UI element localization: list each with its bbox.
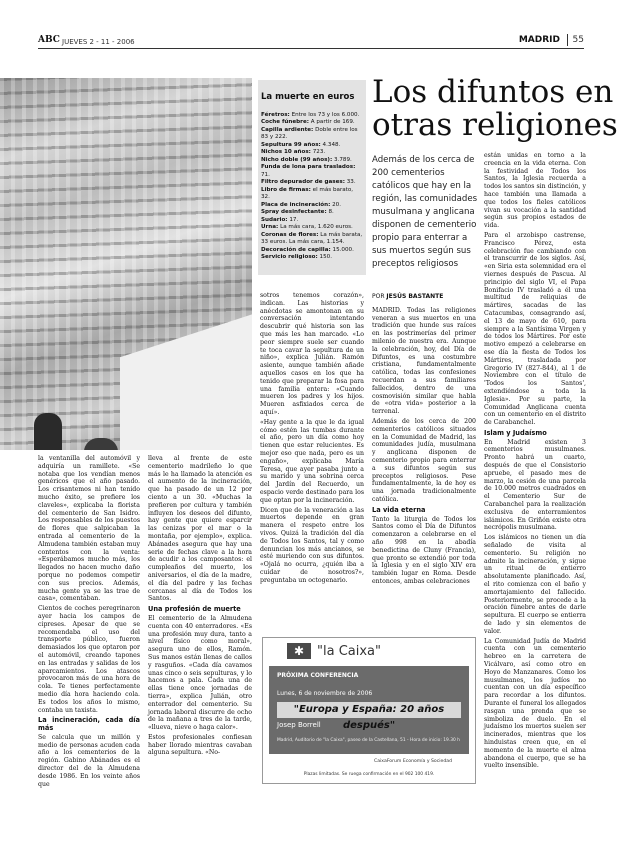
ad-next-conference: PRÓXIMA CONFERENCIA <box>277 672 359 679</box>
article-paragraph: Para el arzobispo castrense, Francisco Pérez, esta celebración fue cambiando con el transcurrir de los siglos. Así, «en Siria esta solemnidad era el viernes después de Pascua. Al principio del siglo VI, el Papa Bonifacio IV trasladó a él una multitud de reliquias de mártires, sacadas de las Catacumbas, consagrando así, el 13 de mayo de 610, para siempre a la Santísima Virgen y de todos los Mártires. Por este motivo empezó a celebrarse en ese día la fiesta de Todos los Mártires, trasladada por Gregorio IV (827-844), al 1 de Noviembre con el título de 'Todos los Santos', extendiéndose a toda la Iglesia». Por su parte, la Comunidad Anglicana cuenta con un cementerio en el distrito de Carabanchel. <box>484 231 586 427</box>
cost-item-label: Decoración de capilla: <box>261 246 331 253</box>
ad-date: Lunes, 6 de noviembre de 2006 <box>277 690 373 697</box>
cost-sidebar-title: La muerte en euros <box>261 92 355 102</box>
cost-item <box>261 254 363 262</box>
cost-item-value: 8. <box>326 209 334 215</box>
photo-person-left <box>34 413 62 450</box>
article-subheading: Islam y Judaísmo <box>484 428 547 437</box>
article-paragraph: Tanto la liturgia de Todos los Santos como el Día de Difuntos comenzaron a celebrarse en el año 998 en la abadía benedictina de Cluny (Francia), que pronto se extendió por toda la Iglesia y en el siglo XIV era también lugar en Roma. Desde entonces, ambas celebraciones <box>372 515 476 585</box>
ad-banner <box>269 666 469 754</box>
star-icon: ✱ <box>287 643 311 659</box>
cost-item <box>261 224 363 232</box>
cost-item <box>261 119 363 127</box>
cost-item-label: Funda de lona para traslados: <box>261 164 356 170</box>
cost-item-label: Coronas de flores: <box>261 231 319 238</box>
cost-item-label: Féretros: <box>261 111 290 118</box>
cost-item-label: Filtro depurador de gases: <box>261 179 345 185</box>
article-subheading: Una profesión de muerte <box>148 605 241 614</box>
cost-item-label: Spray desinfectante: <box>261 209 327 215</box>
article-paragraph: Se calcula que un millón y medio de personas acuden cada año a los cementerios de la región. Gabino Abánades es el director del de la Almudena desde 1986. En los veinte años que <box>38 733 140 788</box>
cost-item-value: 150. <box>317 254 332 260</box>
cost-item <box>261 217 363 225</box>
ad-location: Madrid, Auditorio de "la Caixa", paseo de la Castellana, 51 - Hora de inicio: 19.30 h <box>277 738 460 743</box>
article-column-5 <box>484 152 586 772</box>
cost-item-label: Nicho doble (99 años): <box>261 156 333 163</box>
cost-item-value: 71. <box>261 171 270 178</box>
header-divider <box>567 34 568 46</box>
cost-item-value: 3.789. <box>332 156 352 163</box>
cost-item-value: 4.348. <box>320 141 341 148</box>
article-column-1 <box>38 455 140 790</box>
article-paragraph: Los islámicos no tienen un día señalado de visita al cementerio. Su religión no admite la incineración, y sigue un ritual de entierro absolutamente planificado. Así, el rito comienza con el baño y amortajamiento del fallecido. Posteriormente, se procede a la oración fúnebre antes de darle sepultura. El cuerpo se entierra de lado y sin elementos de valor. <box>484 534 586 635</box>
cost-list <box>261 112 363 262</box>
cost-item <box>261 127 363 142</box>
article-subheading: La incineración, cada día más <box>38 716 140 733</box>
article-paragraph: lleva al frente de este cementerio madrileño lo que más le ha llamado la atención es el aumento de la incineración, que ha pasado de un 12 por ciento a un 30. «Muchas la prefieren por cultura y también influyen los deseos del difunto, hay gente que quiere esparcir las cenizas por el mar o la montaña, por ejemplo», explica. Abánades asegura que hay una serie de fechas clave a la hora de acudir a los camposantos: el cumpleaños del muerto, los aniversarios, el día de la madre, el día del padre y las fechas cercanas al día de Todos los Santos. <box>148 455 252 603</box>
headline-line-1: Los difuntos en <box>372 74 614 110</box>
article-paragraph: Dicen que de la veneración a las muertos depende en gran manera el respeto entre los vivos. Quizá la tradición del día de Todos los Santos, tal y como denuncian los más ancianos, se esté muriendo con sus difuntos. «Ojalá no ocurra, ¿quién iba a cuidar de nosotros?», preguntaba un octogenario. <box>260 506 364 584</box>
ad-footer: Plazas limitadas. Se ruega confirmación en el 902 100 419. <box>303 772 435 777</box>
ad-organizer: CaixaForum Economía y Sociedad <box>373 759 453 764</box>
cost-sidebar <box>258 80 366 275</box>
byline-author: JESÚS BASTANTE <box>386 293 444 300</box>
headline <box>372 74 618 143</box>
cost-item <box>261 164 363 179</box>
issue-date: JUEVES 2 - 11 - 2006 <box>62 38 135 46</box>
cost-item <box>261 149 363 157</box>
section-name: MADRID <box>518 35 560 45</box>
article-paragraph: la ventanilla del automóvil y adquiría un ramillete. «Se notaba que los vendían menos genéricos que el año pasado. Los crisantemos ni han tenido mucho éxito, se prefiere los claveles», explicaba la florista del cementerio de San Isidro. Los responsables de los puestos de flores que salpicaban la entrada al cementerio de la Almudena también estaban muy contentos con la venta: «Esperábamos mucho más, los llegados no hacen mucho daño porque no podemos competir con sus precios. Además, mucha gente ya se las trae de casa», comentaban. <box>38 455 140 603</box>
advertisement[interactable] <box>262 637 476 784</box>
cost-item-value: La más barata, 33 euros. La más cara, 1.154. <box>261 231 363 245</box>
article-paragraph: Además de los cerca de 200 cementerios católicos situados en la Comunidad de Madrid, las comunidades judía, musulmana y anglicana disponen de cementerio propio para enterrar a sus difuntos según sus preceptos religiosos. Pese fundamentalmente, la de hoy es una jornada tradicionalmente católica. <box>372 417 476 503</box>
cost-item <box>261 157 363 165</box>
ad-title: "Europa y España: 20 años después" <box>277 702 461 718</box>
ad-speaker: Josep Borrell <box>277 721 321 729</box>
cost-item-value: 15.000. <box>330 246 354 253</box>
ad-logo: "la Caixa" <box>317 644 381 659</box>
article-paragraph: MADRID. Todas las religiones veneran a sus muertos en una tradición que hunde sus raíces en las postrimerías del primer milenio de nuestra era. Aunque la celebración, hoy, del Día de Difuntos, es una costumbre cristiana, fundamentalmente católica, todas las confesiones recuerdan a sus familiares fallecidos, dentro de una cosmovisión similar que habla de «otra vida» posterior a la terrenal. <box>372 306 476 416</box>
cost-item-label: Sepultura 99 años: <box>261 141 321 148</box>
cost-item-value: el más barato, 32. <box>261 186 354 200</box>
cost-item <box>261 112 363 120</box>
cost-item <box>261 247 363 255</box>
article-paragraph: En Madrid existen 3 cementerios musulmanes. Pronto habrá un cuarto, después de que el Consistorio apruebe, el pasado mes de marzo, la cesión de una parcela de 10.000 metros cuadrados en el Cementerio Sur de Carabanchel para la realización exclusiva de enterramientos islámicos. En Griñón existe otra necrópolis musulmana. <box>484 438 586 532</box>
byline <box>372 293 476 301</box>
article-column-4-body <box>372 307 476 586</box>
article-subheading: La vida eterna <box>372 505 426 514</box>
page-number: 55 <box>572 35 584 45</box>
cost-item-label: Sudario: <box>261 216 288 223</box>
brand-logo: ABC <box>38 35 60 45</box>
cemetery-photo <box>0 78 252 450</box>
cost-item-label: Urna: <box>261 224 279 230</box>
cost-item-value: Doble entre los 83 y 222. <box>261 126 358 140</box>
cost-item <box>261 142 363 150</box>
cost-item-value: 33. <box>344 179 356 185</box>
cost-item-label: Nichos 10 años: <box>261 149 311 155</box>
cost-item-value: 723. <box>310 149 326 155</box>
article-column-2 <box>148 455 252 759</box>
cost-item <box>261 232 363 247</box>
article-paragraph: «Hay gente a la que le da igual cómo estén las tumbas durante el año, pero un día como hoy tienen que estar relucientes. Es mejor eso que nada, pero es un engaño», explicaba María Teresa, que ayer pasaba junto a su marido y una sobrina cerca del Jardín del Recuerdo, un espacio verde destinado para los que optan por la incineración. <box>260 418 364 504</box>
cost-item-label: Libro de firmas: <box>261 186 311 193</box>
byline-prefix: POR <box>372 293 387 300</box>
article-paragraph: La Comunidad Judía de Madrid cuenta con un cementerio hebreo en la carretera de Vicálvaro, así como otro en Hoyo de Manzanares. Como los musulmanes, los judíos no cuentan con un día específico para recordar a los difuntos. Durante el funeral los allegados rasgan una prenda que se simboliza de duelo. En el judaísmo los muertos suelen ser incinerados, mientras que los hinduistas creen que, en el momento de la muerte el alma abandona el cuerpo, que se ha vuelto insensible. <box>484 637 586 770</box>
page-header <box>38 34 584 49</box>
cost-item-label: Placa de incineración: <box>261 201 331 208</box>
cost-item <box>261 209 363 217</box>
headline-line-2: otras religiones <box>372 107 618 143</box>
article-paragraph: sotros tenemos corazón», indican. Las historias y anécdotas se amontonan en su conversación intentando descubrir qué historia son las que más les han marcado. «Lo peor siempre suele ser cuando te toca cavar la sepultura de un niño», explica Julián. Ramón asiente, aunque también añade aquellos casos en los que ha tenido que preparar la fosa para una familia entera: «Cuando mueren los padres y los hijos. Mueren asfixiados cerca de aquí». <box>260 292 364 416</box>
article-paragraph: están unidas en torno a la creencia en la vida eterna. Con la festividad de Todos los Santos, la Iglesia recuerda a todos los santos sin distinción, y hace también una llamada a que todos los fieles católicos vivan su vocación a la santidad según sus propios estados de vida. <box>484 152 586 230</box>
cost-item-label: Servicio religioso: <box>261 254 318 260</box>
article-paragraph: Cientos de coches peregrinaron ayer hacia los campos de cipreses. Apesar de que se recomendaba el uso del transporte público, fueron demasiados los que optaron por el automóvil, creando tapones en las entradas y salidas de los aparcamientos. Los atascos provocaron más de una hora de cola. Te tienes perfectamente medio día hora haciendo cola. Es todos los años lo mismo, contaba un taxista. <box>38 605 140 714</box>
cost-item <box>261 202 363 210</box>
cost-item-value: La más cara, 1.620 euros. <box>278 224 353 230</box>
cost-item-value: A partir de 169. <box>308 119 355 125</box>
cost-item-label: Capilla ardiente: <box>261 126 314 133</box>
cost-item <box>261 179 363 187</box>
cost-item-value: Entre los 73 y los 6.000. <box>289 111 360 118</box>
subheadline: Además de los cerca de 200 cementerios católicos que hay en la región, las comunidades musulmana y anglicana disponen de cementerio propio para enterrar a sus muertos según sus preceptos religiosos <box>372 155 478 269</box>
cost-item <box>261 187 363 202</box>
cost-item-value: 20. <box>330 201 342 208</box>
article-column-4 <box>372 293 476 588</box>
article-paragraph: El cementerio de la Almudena cuenta con 40 enterradores. «Es una profesión muy dura, tanto a nivel físico como moral», asegura uno de ellos, Ramón. Sus manos están llenas de callos y rasguños. «Cada día cavamos unas cinco o seis sepulturas, y lo hacemos a pala. Cada una de ellas tiene once jornadas de tierra», explica Julián, otro enterrador del cementerio. Su jornada laboral discurre de ocho de la mañana a tres de la tarde, «llueva, nieve o haga calor». <box>148 614 252 732</box>
cost-item-label: Coche fúnebre: <box>261 119 309 125</box>
cost-item-value: 17. <box>287 216 299 223</box>
article-column-3 <box>260 292 364 586</box>
article-paragraph: Estos profesionales confiesan haber llorado mientras cavaban alguna sepultura. «No- <box>148 733 252 757</box>
